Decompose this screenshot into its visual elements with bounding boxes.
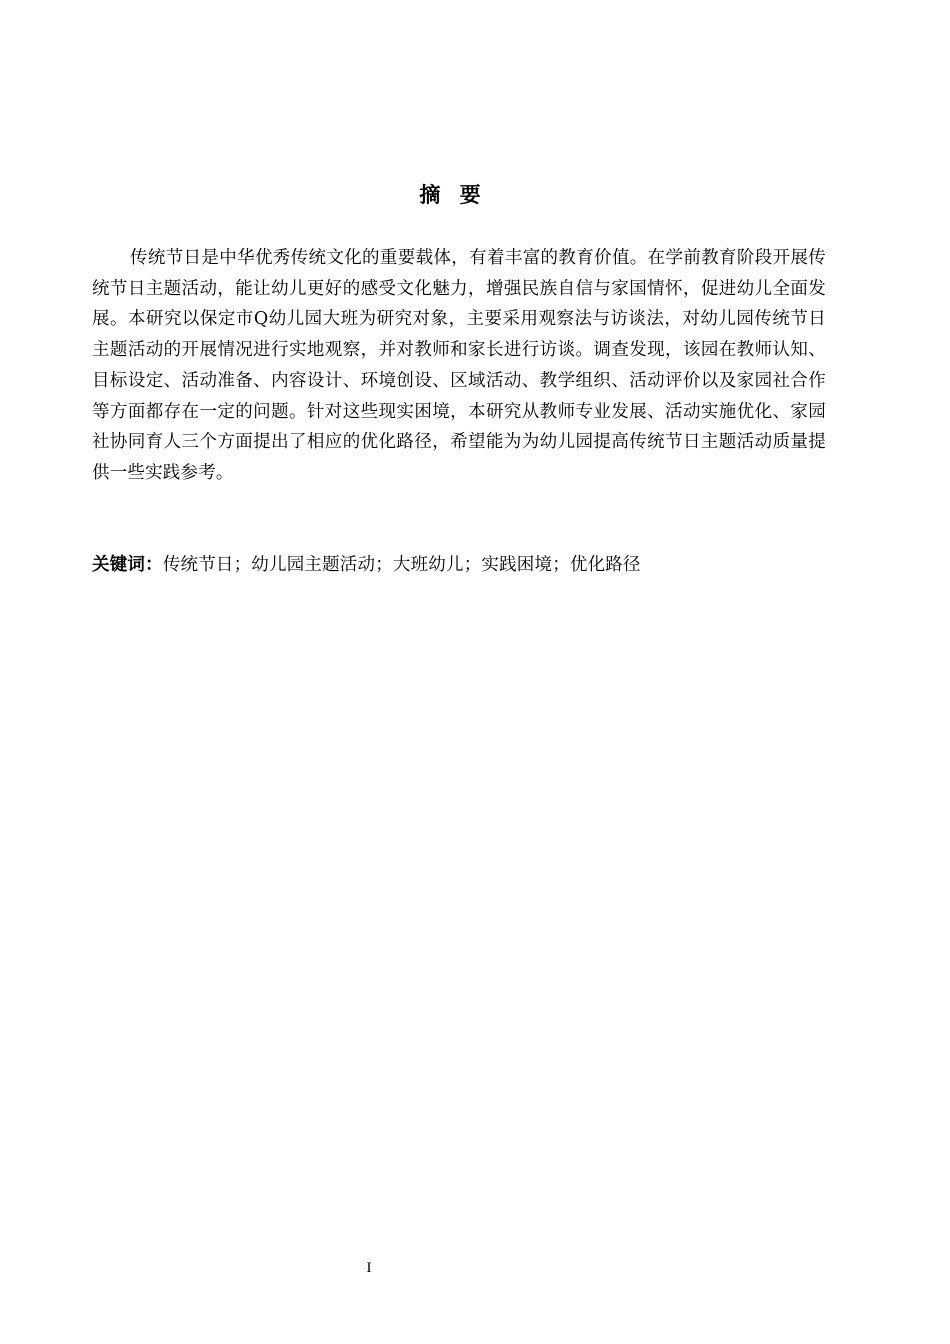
abstract-title: 摘 要 [419, 183, 487, 207]
page-number: I [366, 1260, 372, 1276]
keywords-line [92, 550, 826, 580]
keywords-text: 传统节日；幼儿园主题活动；大班幼儿；实践困境；优化路径 [162, 555, 641, 575]
abstract-paragraph: 传统节日是中华优秀传统文化的重要载体，有着丰富的教育价值。在学前教育阶段开展传统节日主题活动，能让幼儿更好的感受文化魅力，增强民族自信与家国情怀，促进幼儿全面发展。本研究以保定市Q幼儿园大班为研究对象，主要采用观察法与访谈法，对幼儿园传统节日主题活动的开展情况进行实地观察，并对教师和家长进行访谈。调查发现，该园在教师认知、目标设定、活动准备、内容设计、环境创设、区域活动、教学组织、活动评价以及家园社合作等方面都存在一定的问题。针对这些现实困境，本研究从教师专业发展、活动实施优化、家园社协同育人三个方面提出了相应的优化路径，希望能为为幼儿园提高传统节日主题活动质量提供一些实践参考。 [92, 248, 826, 483]
keywords-label: 关键词： [92, 555, 163, 575]
